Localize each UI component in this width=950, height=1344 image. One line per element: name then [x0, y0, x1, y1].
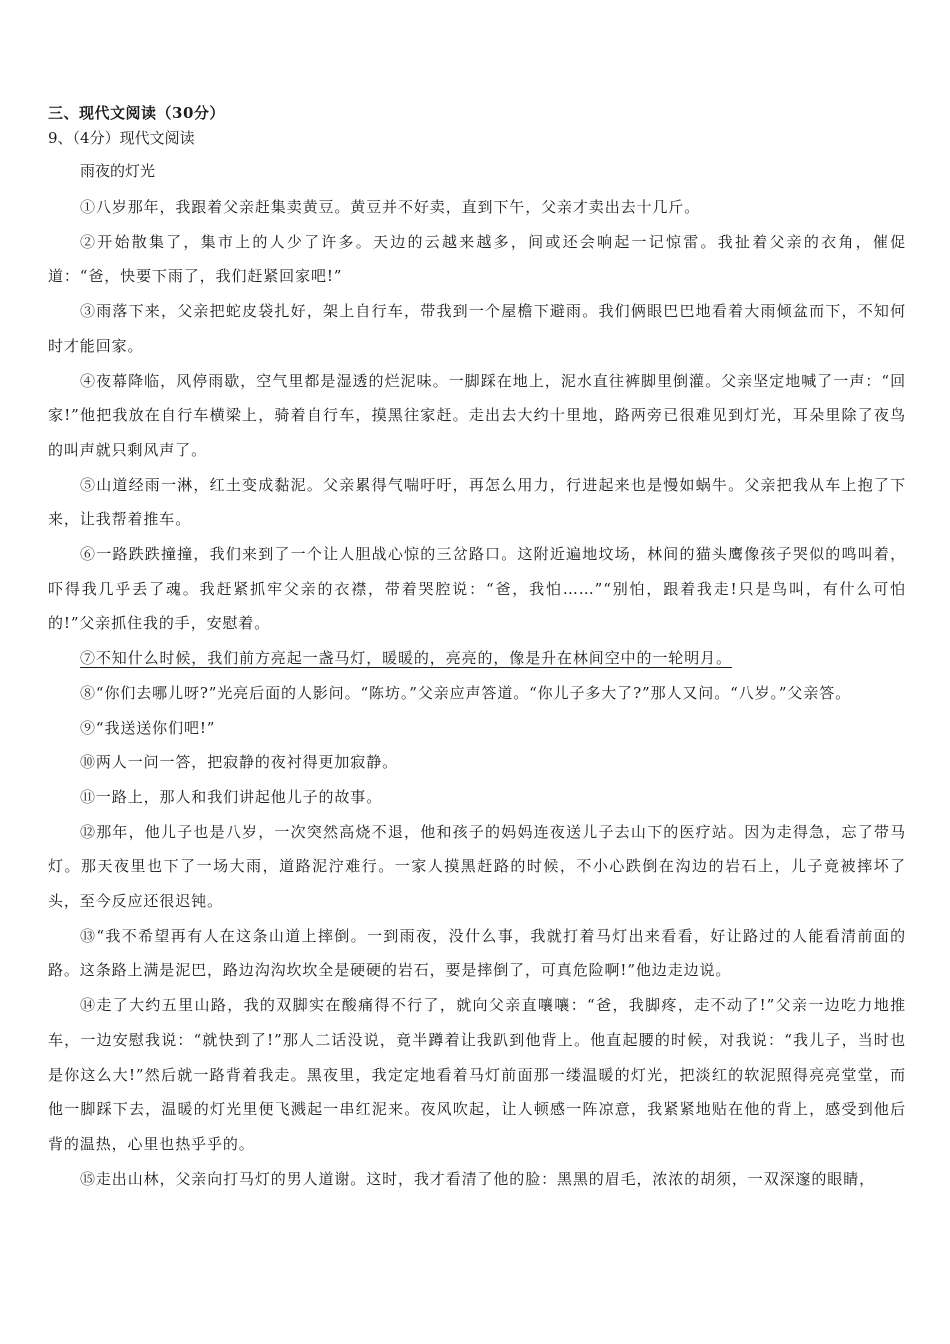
paragraph-4: ④夜幕降临，风停雨歇，空气里都是湿透的烂泥味。一脚踩在地上，泥水直往裤脚里倒灌。父亲坚定地喊了一声：“回家!”他把我放在自行车横梁上，骑着自行车，摸黑往家赶。走出去大约十里地，路两旁已很难见到灯光，耳朵里除了夜鸟的叫声就只剩风声了。	[48, 371, 906, 459]
paragraph-8: ⑧“你们去哪儿呀?”光亮后面的人影问。“陈坊。”父亲应声答道。“你儿子多大了?”那人又问。“八岁。”父亲答。	[80, 683, 852, 702]
question-label: 9、（4分）现代文阅读	[48, 129, 195, 147]
paragraph-10: ⑩两人一问一答，把寂静的夜衬得更加寂静。	[80, 753, 399, 772]
paragraph-6: ⑥一路跌跌撞撞，我们来到了一个让人胆战心惊的三岔路口。这附近遍地坟场，林间的猫头鹰像孩子哭似的鸣叫着，吓得我几乎丢了魂。我赶紧抓牢父亲的衣襟，带着哭腔说：“爸，我怕……”“别怕，跟着我走!只是鸟叫，有什么可怕的!”父亲抓住我的手，安慰着。	[48, 545, 906, 633]
article-title: 雨夜的灯光	[80, 162, 156, 180]
paragraph-5: ⑤山道经雨一淋，红土变成黏泥。父亲累得气喘吁吁，再怎么用力，行进起来也是慢如蜗牛。父亲把我从车上抱了下来，让我帮着推车。	[48, 475, 906, 529]
paragraph-12: ⑫那年，他儿子也是八岁，一次突然高烧不退，他和孩子的妈妈连夜送儿子去山下的医疗站。因为走得急，忘了带马灯。那天夜里也下了一场大雨，道路泥泞难行。一家人摸黑赶路的时候，不小心跌倒在沟边的岩石上，儿子竟被摔坏了头，至今反应还很迟钝。	[48, 822, 906, 911]
paragraph-14: ⑭走了大约五里山路，我的双脚实在酸痛得不行了，就向父亲直嚷嚷：“爸，我脚疼，走不动了!”父亲一边吃力地推车，一边安慰我说：“就快到了!”那人二话没说，竟半蹲着让我趴到他背上。他直起腰的时候，对我说：“我儿子，当时也是你这么大!”然后就一路背着我走。黑夜里，我定定地看着马灯前面那一缕温暖的灯光，把淡红的软泥照得亮亮堂堂，而他一脚踩下去，温暖的灯光里便飞溅起一串红泥来。夜风吹起，让人顿感一阵凉意，我紧紧地贴在他的背上，感受到他后背的温热，心里也热乎乎的。	[48, 996, 906, 1153]
paragraph-7-underlined: ⑦不知什么时候，我们前方亮起一盏马灯，暖暖的，亮亮的，像是升在林间空中的一轮明月。	[80, 649, 732, 668]
paragraph-3: ③雨落下来，父亲把蛇皮袋扎好，架上自行车，带我到一个屋檐下避雨。我们俩眼巴巴地看着大雨倾盆而下，不知何时才能回家。	[48, 302, 906, 355]
paragraph-2: ②开始散集了，集市上的人少了许多。天边的云越来越多，间或还会响起一记惊雷。我扯着父亲的衣角，催促道：“爸，快要下雨了，我们赶紧回家吧!”	[48, 232, 906, 286]
paragraph-9: ⑨“我送送你们吧!”	[80, 718, 216, 737]
section-title: 三、现代文阅读（30分）	[48, 104, 225, 122]
paragraph-11: ⑪一路上，那人和我们讲起他儿子的故事。	[80, 787, 383, 806]
paragraph-15: ⑮走出山林，父亲向打马灯的男人道谢。这时，我才看清了他的脸：黑黑的眉毛，浓浓的胡须，一双深邃的眼睛，	[80, 1169, 876, 1188]
paragraph-1: ①八岁那年，我跟着父亲赶集卖黄豆。黄豆并不好卖，直到下午，父亲才卖出去十几斤。	[80, 198, 701, 216]
paragraph-13: ⑬“我不希望再有人在这条山道上摔倒。一到雨夜，没什么事，我就打着马灯出来看看，好让路过的人能看清前面的路。这条路上满是泥巴，路边沟沟坎坎全是硬硬的岩石，要是摔倒了，可真危险啊!”他边走边说。	[48, 926, 906, 980]
article-body	[48, 190, 906, 1196]
